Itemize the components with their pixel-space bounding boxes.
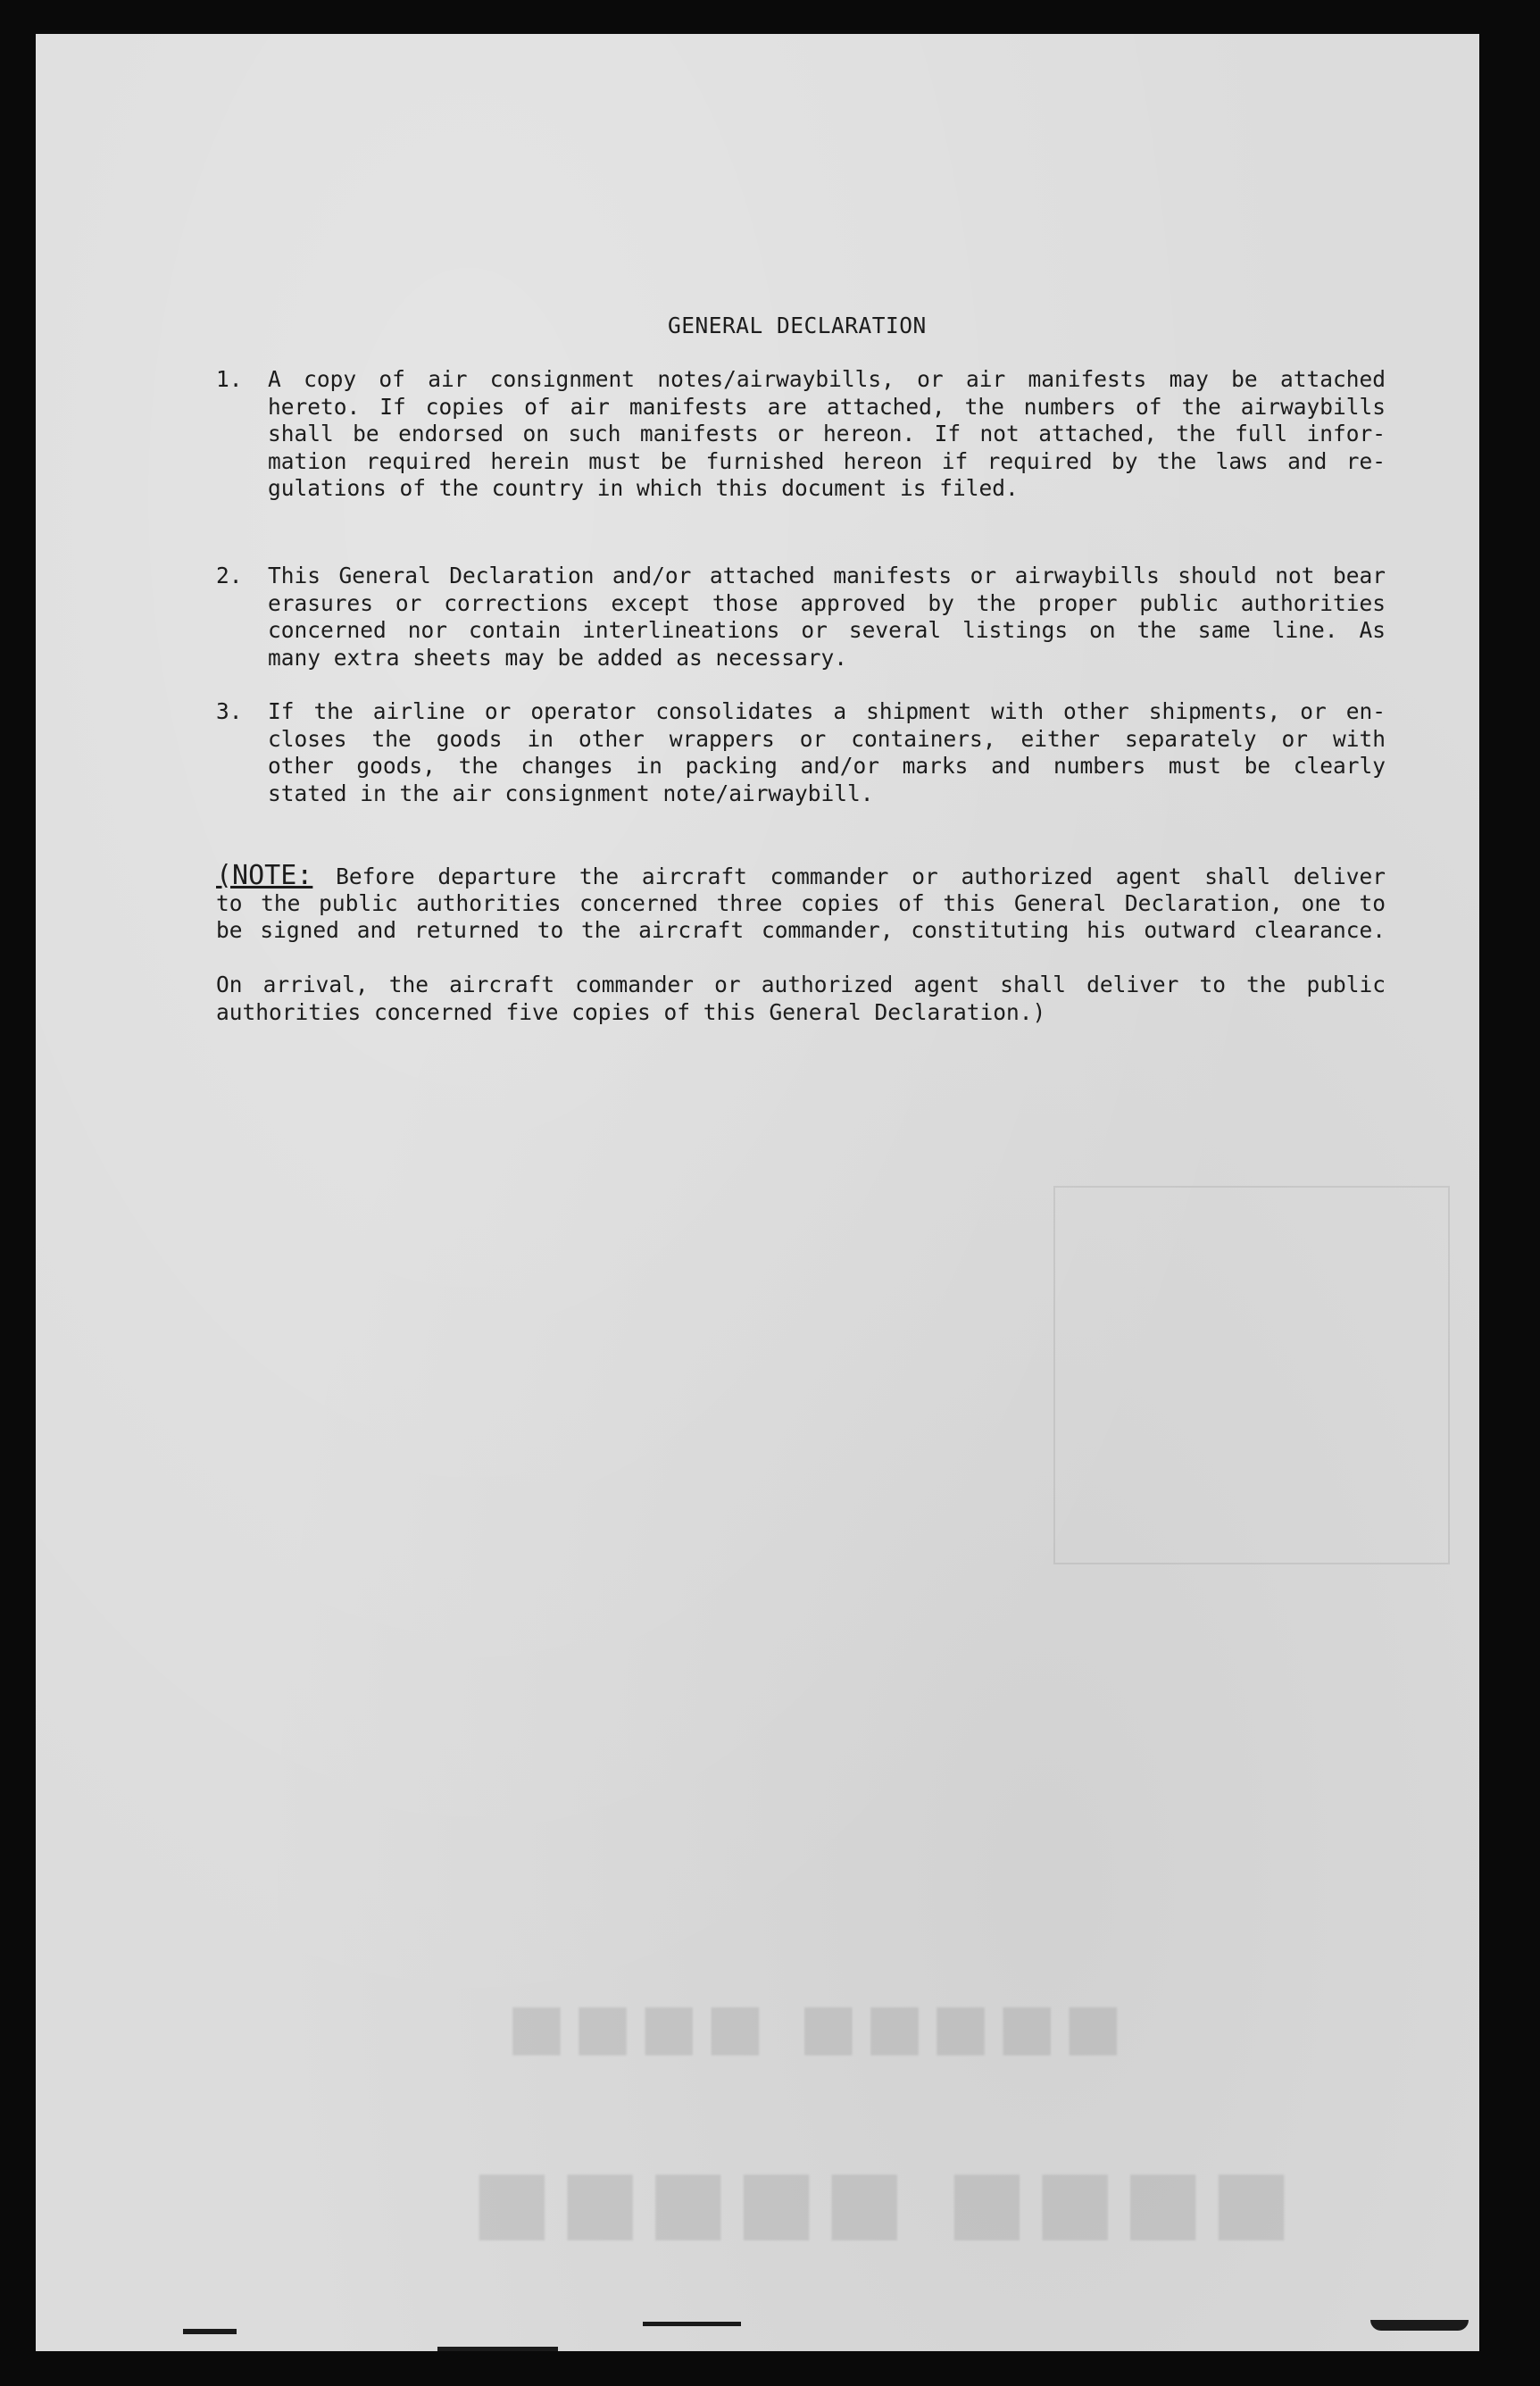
document-title: GENERAL DECLARATION — [668, 313, 927, 338]
note-line: be signed and returned to the aircraft commander, constituting his outward clearance. — [216, 917, 1386, 943]
note-label: (NOTE: — [216, 860, 313, 891]
note-line: On arrival, the aircraft commander or authorized agent shall deliver to the public — [216, 972, 1386, 997]
bleed-through-heading: ■■■■ ■■■■■ — [464, 2150, 1292, 2250]
item-line: many extra sheets may be added as necessary. — [268, 644, 848, 671]
item-line: mation required herein must be furnished hereon if required by the laws and re- — [268, 447, 1386, 474]
note-line — [216, 860, 1386, 891]
item-line: closes the goods in other wrappers or containers, either separately or with — [268, 725, 1386, 752]
arrival-note-block — [216, 972, 1386, 1026]
item-line: A copy of air consignment notes/airwaybills, or air manifests may be attached — [268, 366, 1386, 392]
note-line: authorities concerned five copies of this General Declaration.) — [216, 998, 1046, 1025]
note-text: Before departure the aircraft commander or authorized agent shall deliver — [336, 863, 1386, 889]
item-line: concerned nor contain interlineations or several listings on the same line. As — [268, 617, 1386, 643]
item-line: stated in the air consignment note/airwaybill. — [268, 780, 874, 806]
note-block — [216, 860, 1386, 945]
list-item — [216, 698, 1386, 807]
item-line: gulations of the country in which this document is filed. — [268, 475, 1019, 501]
item-number: 1. — [216, 366, 243, 392]
list-item — [216, 366, 1386, 503]
item-line: If the airline or operator consolidates a shipment with other shipments, or en- — [268, 698, 1386, 724]
item-line: hereto. If copies of air manifests are attached, the numbers of the airwaybills — [268, 393, 1386, 420]
document-page — [36, 34, 1479, 2351]
bleed-through-heading-2: ■■■■■ ■■■■ — [500, 1990, 1123, 2063]
scan-edge-mark — [437, 2347, 558, 2351]
item-number: 3. — [216, 698, 243, 724]
scan-edge-mark — [1370, 2320, 1469, 2331]
bleed-through-form-box — [1053, 1186, 1450, 1564]
item-line: other goods, the changes in packing and/or marks and numbers must be clearly — [268, 753, 1386, 779]
note-line: to the public authorities concerned three copies of this General Declaration, one to — [216, 889, 1386, 916]
item-line: erasures or corrections except those approved by the proper public authorities — [268, 589, 1386, 616]
item-line: This General Declaration and/or attached manifests or airwaybills should not bear — [268, 563, 1386, 588]
scan-edge-mark — [183, 2329, 237, 2334]
list-item — [216, 563, 1386, 672]
item-number: 2. — [216, 563, 243, 588]
scan-edge-mark — [643, 2322, 741, 2326]
item-line: shall be endorsed on such manifests or hereon. If not attached, the full infor- — [268, 421, 1386, 446]
